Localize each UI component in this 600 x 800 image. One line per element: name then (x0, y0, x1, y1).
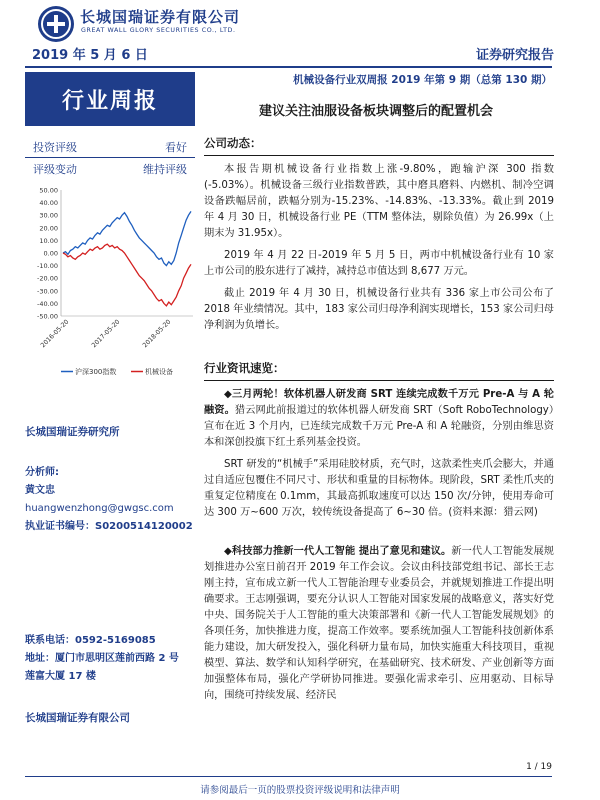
company-name-en: GREAT WALL GLORY SECURITIES CO., LTD. (81, 27, 236, 34)
y-tick-label: 20.00 (39, 224, 58, 233)
industry-news-section (204, 360, 554, 527)
index-chart (25, 184, 195, 384)
contact-block (25, 632, 205, 686)
analyst-label: 分析师: (25, 467, 59, 478)
y-tick-label: 30.00 (39, 211, 58, 220)
news-item-srt (204, 387, 554, 451)
report-title: 建议关注油服设备板块调整后的配置机会 (258, 104, 493, 119)
x-tick-label: 2018-05-20 (141, 318, 173, 350)
news-item-ai (204, 544, 554, 704)
license-number: 执业证书编号：S0200514120002 (25, 521, 193, 532)
report-date: 2019 年 5 月 6 日 (32, 48, 148, 63)
footer-rule (25, 776, 552, 777)
paragraph-index: 本报告期机械设备行业指数上涨-9.80%，跑输沪深 300 指数(-5.03%）。机械设备三级行业指数普跌，其中磨具磨料、内燃机、制冷空调设备跌幅居前，跌幅分别为-15.23%、-14.83%、-13.33%。截止到 2019 年 4 月 30 日，机械设备行业 PE（TTM 整体法，剔除负值）为 26.99x（上期末为 31.95x）。 (204, 164, 554, 239)
company-logo (38, 6, 74, 42)
news-item-srt-detail: SRT 研发的“机械手”采用硅胶材质，充气时，这款柔性夹爪会膨大，并通过自适应包覆住不同尺寸、形状和重量的目标物体。现阶段，SRT 柔性爪夹的重复定位精度在 0.1mm，其最高抓取速度可以达 150 次/分钟，使用寿命可达 300 万~600 万次，较传统设备提高了 6~30 倍。(资料来源：猎云网) (204, 459, 554, 518)
news-headline-srt: ◆三月两轮！软体机器人研发商 SRT 连续完成数千万元 Pre-A 与 A 轮融资。 (204, 389, 554, 416)
research-institute: 长城国瑞证券研究所 (25, 426, 120, 438)
news-body-ai: 新一代人工智能发展规划推进办公室日前召开 2019 年工作会议。会议由科技部党组书记、部长王志刚主持，宣布成立新一代人工智能治理专业委员会，并就规划推进工作提出明确要求。王志刚强调，要充分认识人工智能对国家发展的战略意义，落实好党中央、国务院关于人工智能的重大决策部署和《新一代人工智能发展规划》的各项任务，加快推进力度，提高工作效率。要系统加强人工智能科技创新体系能力建设，加大研发投入，强化科研力量布局，加快实施重大科技项目，重视模型、算法、数学和认知科学研究，在基础研究、技术研发、产业创新等方面加强整体布局，强化产学研协同推进。要强化需求牵引、应用驱动、目标导向，围绕可持续发展、经济民 (204, 546, 554, 701)
legend-label: 沪深300指数 (75, 368, 117, 376)
y-tick-label: 40.00 (39, 199, 58, 208)
news-body-srt: 猎云网此前报道过的软体机器人研发商 SRT（Soft RoboTechnology）宣布在近 3 个月内，已连续完成数千万元 Pre-A 和 A 轮融资，分别由维思资本和深创投旗下红土系列基金投资。 (204, 405, 555, 448)
x-tick-label: 2017-05-20 (90, 318, 122, 350)
y-tick-label: -30.00 (37, 287, 58, 296)
section-title-company: 公司动态： (204, 135, 554, 156)
y-tick-label: 50.00 (39, 186, 58, 195)
paragraph-earnings: 截止 2019 年 4 月 30 日，机械设备行业共有 336 家上市公司公布了 2018 年业绩情况。其中，183 家公司归母净利润实现增长，153 家公司归母净利润为负增长。 (204, 288, 554, 331)
header-rule (25, 66, 552, 68)
report-type: 证券研究报告 (475, 48, 554, 63)
company-name-cn: 长城国瑞证券有限公司 (80, 8, 241, 26)
legend-label: 机械设备 (145, 368, 173, 376)
analyst-email: huangwenzhong@gwgsc.com (25, 503, 174, 514)
company-footer-name: 长城国瑞证券有限公司 (25, 712, 130, 724)
y-tick-label: 0.00 (43, 249, 58, 258)
y-tick-label: -40.00 (37, 299, 58, 308)
company-dynamics-section (204, 135, 554, 340)
analyst-block (25, 464, 193, 536)
rating-box (25, 136, 195, 180)
invest-rating-value: 看好 (165, 140, 187, 154)
ai-news-section (204, 544, 554, 710)
contact-phone: 联系电话：0592-5169085 (25, 635, 156, 646)
analyst-name: 黄文忠 (25, 485, 55, 496)
y-tick-label: 10.00 (39, 236, 58, 245)
y-tick-label: -50.00 (37, 312, 58, 321)
weekly-label: 行业周报 (25, 72, 195, 126)
invest-rating-label: 投资评级 (33, 140, 77, 154)
contact-address-line2: 莲富大厦 17 楼 (25, 671, 96, 682)
contact-address-line1: 地址：厦门市思明区莲前西路 2 号 (25, 653, 179, 664)
series-line-machinery (63, 244, 191, 306)
issue-line: 机械设备行业双周报 2019 年第 9 期（总第 130 期） (293, 74, 552, 86)
y-tick-label: -20.00 (37, 274, 58, 283)
y-tick-label: -10.00 (37, 262, 58, 271)
paragraph-reduction: 2019 年 4 月 22 日-2019 年 5 月 5 日，两市中机械设备行业有 10 家上市公司的股东进行了减持，减持总市值达到 8,677 万元。 (204, 250, 554, 277)
news-headline-ai: ◆科技部力推新一代人工智能 提出了意见和建议。 (224, 546, 452, 557)
page-number: 1 / 19 (526, 762, 552, 772)
index-chart-svg (25, 184, 195, 384)
x-tick-label: 2016-05-20 (39, 318, 71, 350)
rating-change-value: 维持评级 (143, 163, 187, 176)
section-title-news: 行业资讯速览： (204, 360, 554, 381)
disclaimer: 请参阅最后一页的股票投资评级说明和法律声明 (200, 785, 400, 796)
rating-change-label: 评级变动 (33, 163, 77, 176)
